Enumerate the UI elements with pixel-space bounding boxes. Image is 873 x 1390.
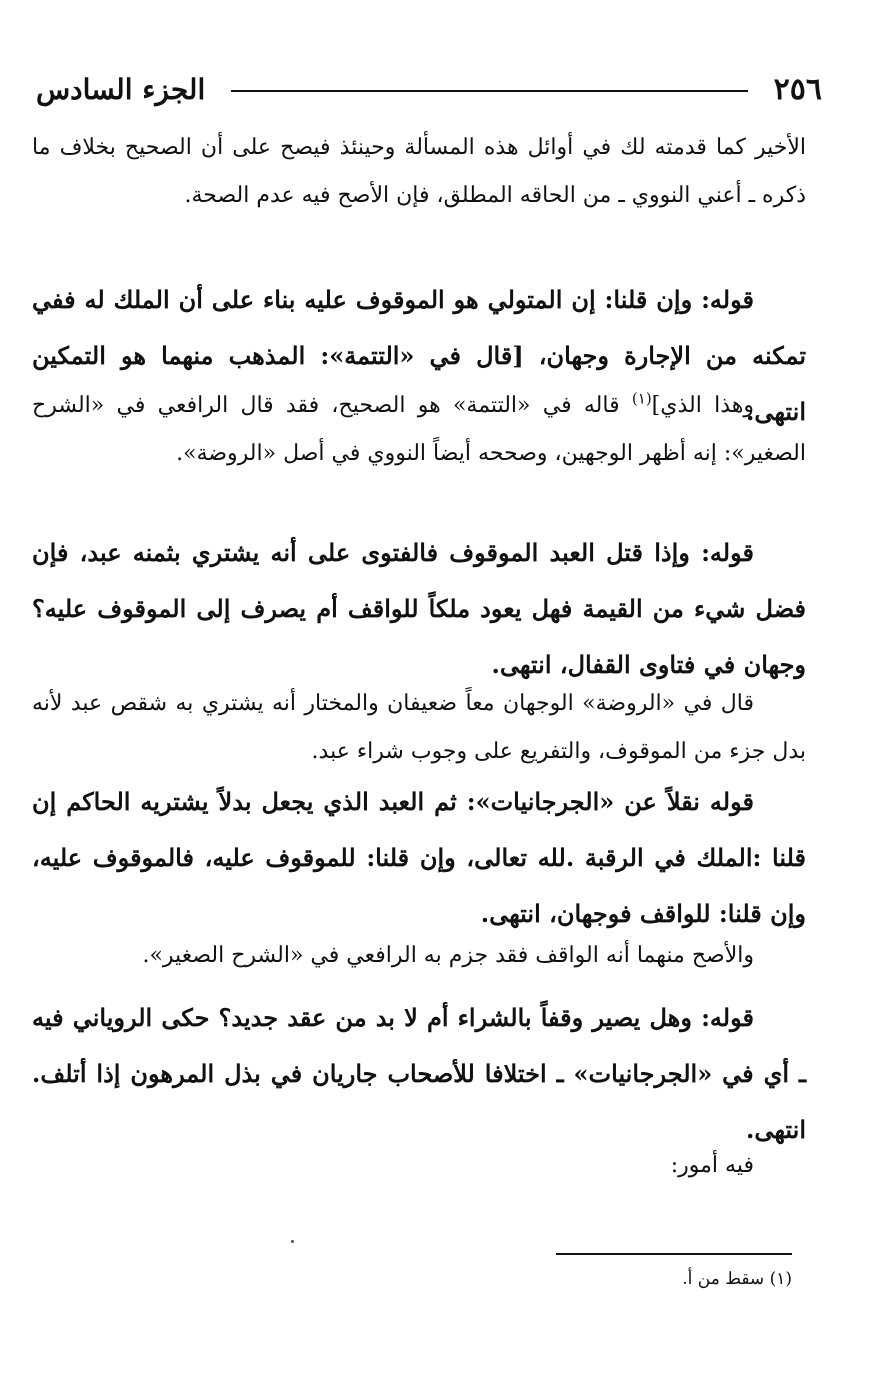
quoted-statement: قوله: وهل يصير وقفاً بالشراء أم لا بد من عقد جديد؟ حكى الروياني فيه ـ أي في «الجرجانيات» ـ اختلافا للأصحاب جاريان في بذل المرهون إذا أتلف. انتهى. [32, 1003, 806, 1144]
quoted-statement: قوله: وإن قلنا: إن المتولي هو الموقوف عليه بناء على أن الملك له ففي تمكنه من الإجارة وجهان، [قال في «التتمة»: المذهب منهما هو التمكين انتهى. [32, 285, 806, 426]
page-number: ٢٥٦ [773, 71, 822, 107]
quoted-statement: قوله: وإذا قتل العبد الموقوف فالفتوى على أنه يشتري بثمنه عبد، فإن فضل شيء من القيمة فهل يعود ملكاً للواقف أم يصرف إلى الموقوف عليه؟ وجهان في فتاوى القفال، انتهى. [32, 538, 806, 679]
footnote: (١) سقط من أ. [682, 1269, 792, 1289]
quoted-statement: قوله نقلاً عن «الجرجانيات»: ثم العبد الذي يجعل بدلاً يشتريه الحاكم إن قلنا :الملك في الرقبة .لله تعالى، وإن قلنا: للموقوف عليه، فالموقوف عليه، وإن قلنا: للواقف فوجهان، انتهى. [32, 787, 806, 928]
footnote-rule [556, 1253, 792, 1255]
paragraph-continuation: الأخير كما قدمته لك في أوائل هذه المسألة وحينئذ فيصح على أن الصحيح بخلاف ما ذكره ـ أعني النووي ـ من الحاقه المطلق، فإن الأصح فيه عدم الصحة. [32, 135, 806, 208]
part-title: الجزء السادس [36, 72, 206, 106]
commentary-paragraph: والأصح منهما أنه الواقف فقد جزم به الرافعي في «الشرح الصغير». [142, 943, 754, 968]
commentary-paragraph: قال في «الروضة» الوجهان معاً ضعيفان والمختار أنه يشتري به شقص عبد لأنه بدل جزء من الموقوف، والتفريع على وجوب شراء عبد. [32, 691, 806, 764]
page-header [36, 66, 822, 112]
commentary-paragraph: فيه أمور: [670, 1153, 754, 1178]
footnote-marker: (١) [631, 389, 652, 408]
commentary-text-end: قاله في «التتمة» هو الصحيح، فقد قال الرافعي في «الشرح الصغير»: إنه أظهر الوجهين، وصححه أيضاً النووي في أصل «الروضة». [32, 393, 806, 466]
paper-speck [291, 1240, 294, 1243]
header-rule [231, 90, 747, 92]
commentary-text-start: وهذا الذي] [651, 393, 754, 418]
commentary-paragraph [32, 382, 806, 478]
